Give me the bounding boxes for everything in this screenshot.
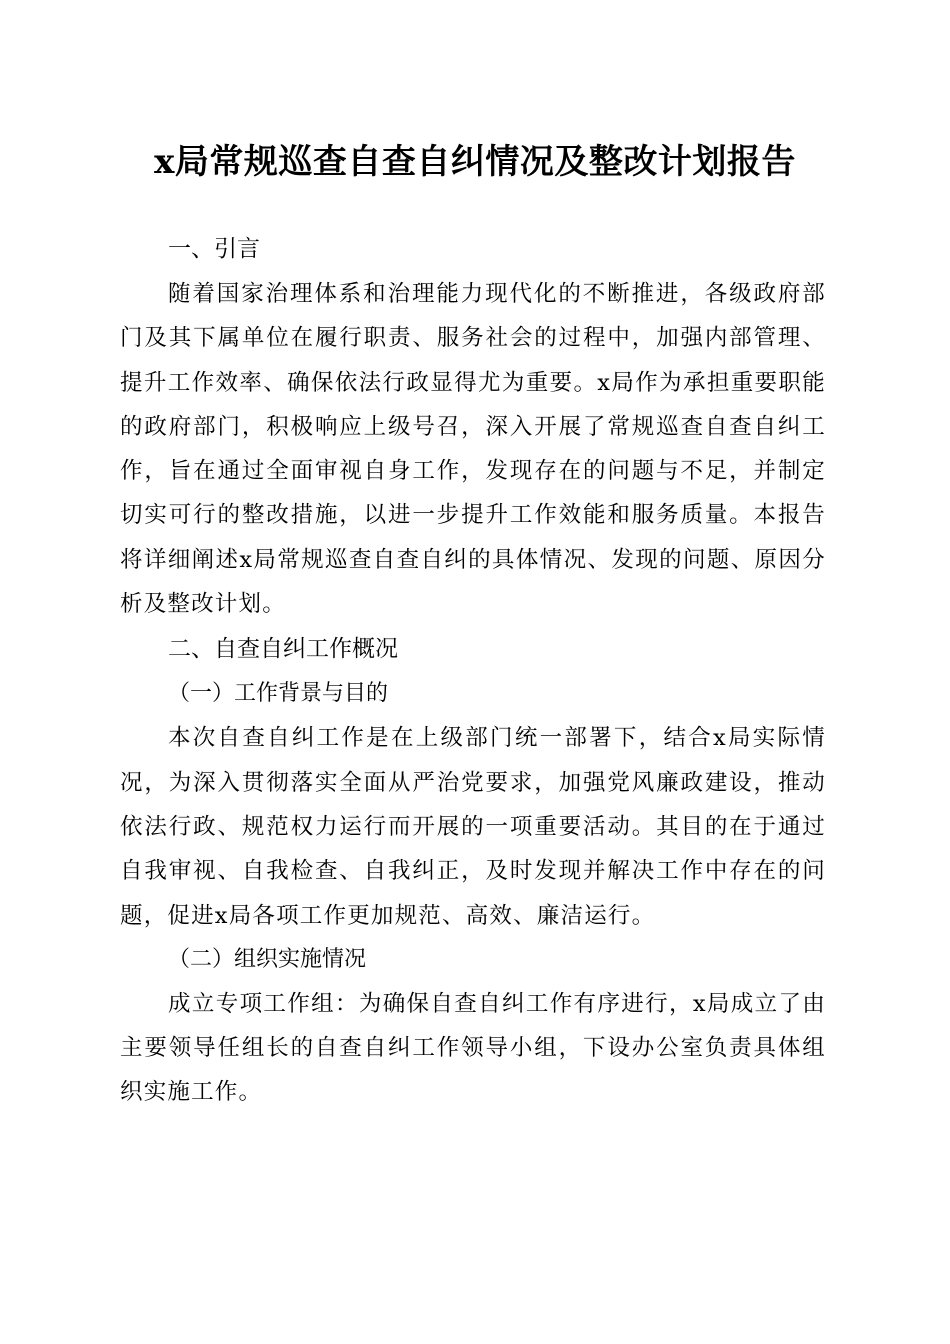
introduction-paragraph: 随着国家治理体系和治理能力现代化的不断推进，各级政府部门及其下属单位在履行职责、服务社会的过程中，加强内部管理、提升工作效率、确保依法行政显得尤为重要。x局作为承担重要职能的政府部门，积极响应上级号召，深入开展了常规巡查自查自纠工作，旨在通过全面审视自身工作，发现存在的问题与不足，并制定切实可行的整改措施，以进一步提升工作效能和服务质量。本报告将详细阐述x局常规巡查自查自纠的具体情况、发现的问题、原因分析及整改计划。 bbox=[120, 281, 826, 618]
background-paragraph: 本次自查自纠工作是在上级部门统一部署下，结合x局实际情况，为深入贯彻落实全面从严治党要求，加强党风廉政建设，推动依法行政、规范权力运行而开展的一项重要活动。其目的在于通过自我审视、自我检查、自我纠正，及时发现并解决工作中存在的问题，促进x局各项工作更加规范、高效、廉洁运行。 bbox=[120, 725, 826, 929]
section-heading-overview: 二、自查自纠工作概况 bbox=[168, 636, 398, 663]
document-title: x局常规巡查自查自纠情况及整改计划报告 bbox=[154, 142, 796, 182]
section-heading-introduction: 一、引言 bbox=[168, 236, 260, 262]
subsection-heading-implementation: （二）组织实施情况 bbox=[168, 946, 367, 972]
implementation-paragraph: 成立专项工作组：为确保自查自纠工作有序进行，x局成立了由主要领导任组长的自查自纠工作领导小组，下设办公室负责具体组织实施工作。 bbox=[120, 990, 826, 1106]
subsection-heading-background: （一）工作背景与目的 bbox=[168, 681, 389, 707]
document-body bbox=[120, 226, 826, 1115]
